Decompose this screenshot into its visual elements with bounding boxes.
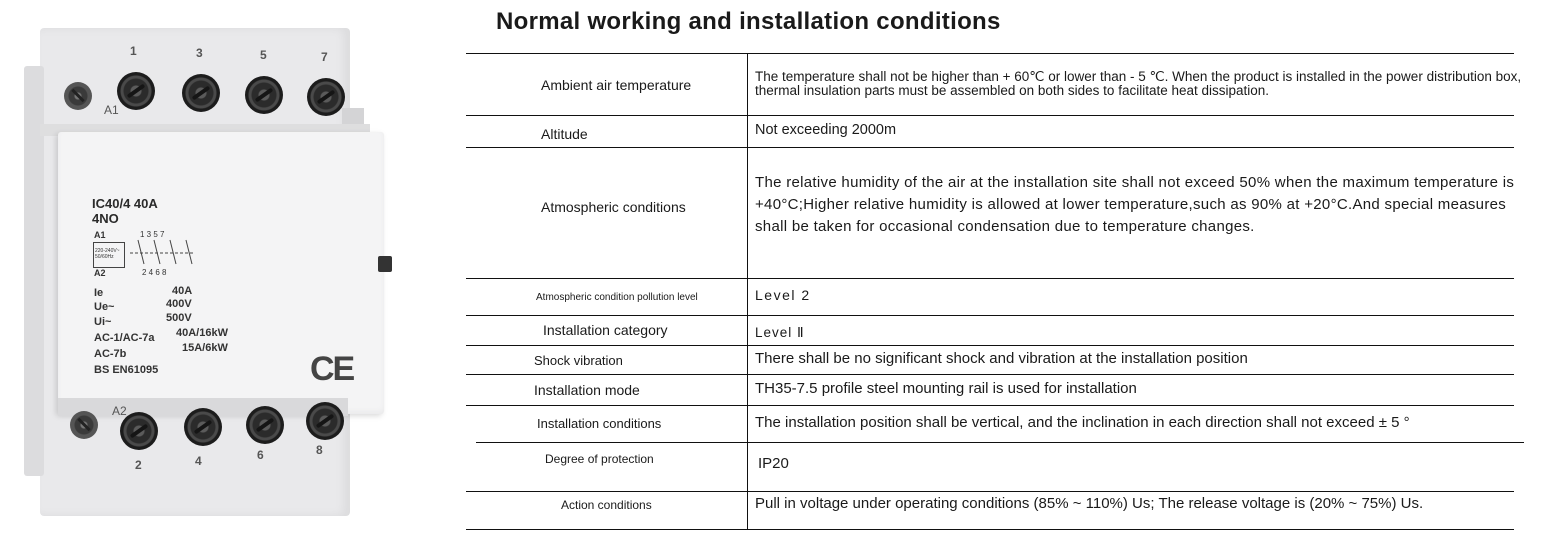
row-label: Action conditions	[561, 498, 652, 512]
table-rule	[476, 442, 1524, 443]
table-rule	[466, 529, 1514, 530]
row-value: Not exceeding 2000m	[755, 122, 897, 138]
terminal-screw-icon	[306, 402, 344, 440]
table-column-divider	[747, 53, 748, 530]
pole-numbers-bottom: 2 4 6 8	[142, 268, 167, 277]
spec-key: AC-1/AC-7a	[94, 332, 155, 344]
table-rule	[466, 374, 1514, 375]
terminal-number: 2	[135, 458, 142, 472]
row-value: Pull in voltage under operating conditions (85% ~ 110%) Us; The release voltage is (20% ~ 75%) Us.	[755, 495, 1424, 512]
diagram-a1: A1	[94, 230, 106, 240]
spec-value: 40A	[172, 285, 193, 297]
model-label: IC40/4 40A	[92, 196, 158, 211]
pole-numbers-top: 1 3 5 7	[140, 230, 165, 239]
row-value: The relative humidity of the air at the installation site shall not exceed 50% when the maximum temperature is +40°C;Higher relative humidity is allowed at lower temperature,such as 90% at +20°C.And special measures shall be taken for occasional condensation due to temperature changes.	[755, 174, 1515, 235]
row-label: Altitude	[541, 126, 588, 142]
standard-label: BS EN61095	[94, 364, 159, 376]
row-label: Shock vibration	[534, 353, 623, 368]
table-rule	[466, 405, 1514, 406]
contact-diagram-icon	[128, 238, 198, 268]
spec-key: AC-7b	[94, 348, 127, 360]
terminal-screw-icon	[117, 72, 155, 110]
row-value: There shall be no significant shock and vibration at the installation position	[755, 350, 1248, 367]
terminal-screw-icon	[245, 76, 283, 114]
coil-terminal-label: A1	[104, 103, 119, 117]
coil-screw-icon	[70, 411, 98, 439]
diagram-a2: A2	[94, 268, 106, 278]
row-value: Level 2	[755, 287, 811, 303]
row-label: Ambient air temperature	[541, 77, 692, 93]
row-label: Installation category	[543, 322, 668, 338]
coil-screw-icon	[64, 82, 92, 110]
row-label: Atmospheric condition pollution level	[536, 292, 698, 303]
row-label: Atmospheric conditions	[541, 199, 686, 215]
terminal-screw-icon	[182, 74, 220, 112]
terminal-number: 1	[130, 44, 137, 58]
row-label: Installation conditions	[537, 416, 662, 431]
page-title: Normal working and installation conditions	[496, 8, 1001, 35]
row-value: The temperature shall not be higher than + 60℃ or lower than - 5 ℃. When the product is installed in the power distribution box, thermal insulation parts must be assembled on both sides to facilitate heat dissipation.	[755, 69, 1522, 98]
table-rule	[466, 147, 1514, 148]
spec-value: 400V	[166, 298, 192, 310]
terminal-number: 7	[321, 50, 328, 64]
terminal-screw-icon	[246, 406, 284, 444]
coil-voltage: 220-240V~ 50/60Hz	[95, 248, 120, 260]
table-rule	[466, 278, 1514, 279]
ce-mark: CE	[310, 350, 354, 388]
spec-value: 500V	[166, 312, 192, 324]
spec-value: 15A/6kW	[182, 342, 228, 354]
contact-type-label: 4NO	[92, 211, 119, 226]
terminal-screw-icon	[307, 78, 345, 116]
terminal-screw-icon	[120, 412, 158, 450]
terminal-number: 4	[195, 454, 202, 468]
row-value: Level Ⅱ	[755, 325, 805, 340]
terminal-number: 3	[196, 46, 203, 60]
cover-slot	[378, 256, 392, 272]
row-label: Degree of protection	[545, 452, 654, 466]
row-value: TH35-7.5 profile steel mounting rail is used for installation	[755, 380, 1137, 397]
coil-terminal-label: A2	[112, 404, 127, 418]
table-rule	[466, 345, 1514, 346]
terminal-number: 5	[260, 48, 267, 62]
spec-key: Ie	[94, 287, 104, 299]
spec-value: 40A/16kW	[176, 327, 228, 339]
row-value: The installation position shall be vertical, and the inclination in each direction shall not exceed ± 5 °	[755, 414, 1410, 431]
table-rule	[466, 53, 1514, 54]
row-value: IP20	[758, 455, 789, 472]
row-label: Installation mode	[534, 382, 640, 398]
terminal-number: 8	[316, 443, 323, 457]
table-rule	[466, 115, 1514, 116]
terminal-number: 6	[257, 448, 264, 462]
table-rule	[466, 491, 1514, 492]
spec-key: Ui~	[94, 316, 112, 328]
terminal-screw-icon	[184, 408, 222, 446]
spec-key: Ue~	[94, 301, 115, 313]
table-rule	[466, 315, 1514, 316]
